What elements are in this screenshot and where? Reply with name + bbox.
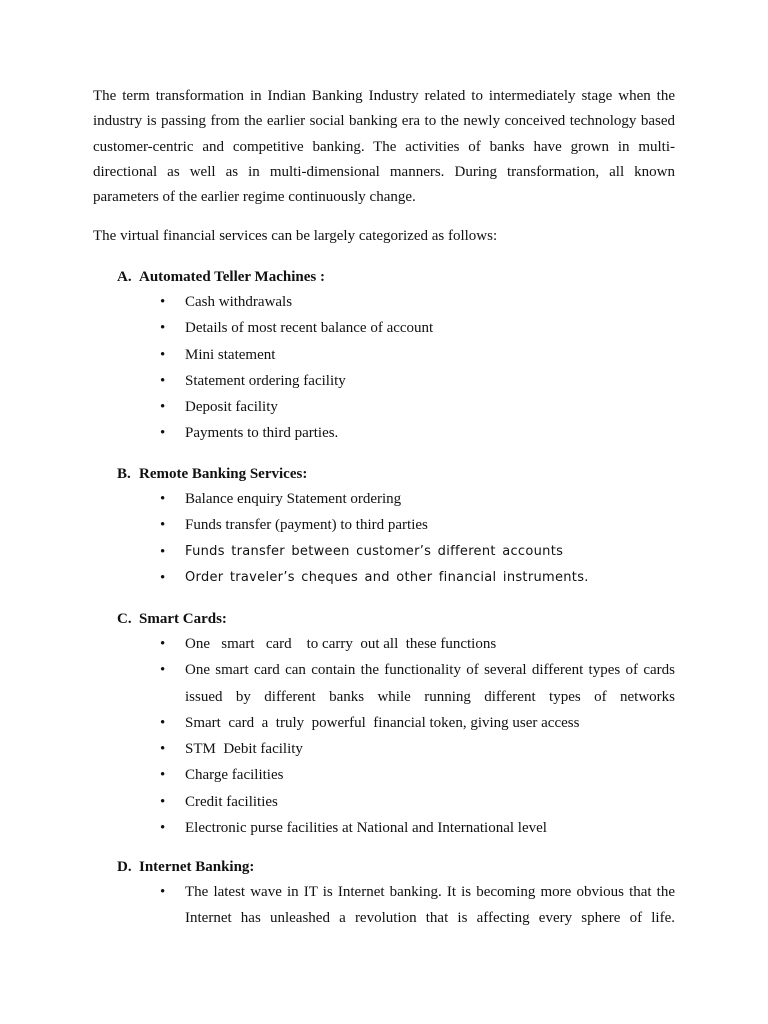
intro-paragraph: The term transformation in Indian Banking Industry related to intermediately stage when the industry is passing from the earlier social banking era to the newly conceived technology based customer-centric and competitive banking. The activities of banks have grown in multi-directional as well as in multi-dimensional manners. During transformation, all known parameters of the earlier regime continuously change. xyxy=(93,88,675,206)
list-item-text: STM Debit facility xyxy=(185,741,303,758)
bullet-list xyxy=(0,631,768,841)
list-item xyxy=(0,789,675,815)
bullet-icon: • xyxy=(160,517,166,534)
list-item-text: Deposit facility xyxy=(185,399,278,416)
bullet-icon: • xyxy=(160,662,166,679)
list-item xyxy=(0,657,675,710)
list-item-text: One smart card can contain the functionality of several different types of cards issued by different banks while running different types of networks xyxy=(185,662,675,705)
list-item-text: Mini statement xyxy=(185,346,276,363)
list-item-text: Funds transfer between customer’s different accounts xyxy=(185,543,564,559)
list-item-text: Payments to third parties. xyxy=(185,425,339,442)
list-item-text: Electronic purse facilities at National and International level xyxy=(185,820,547,837)
section-letter: A. xyxy=(117,269,132,285)
section-heading xyxy=(117,267,325,287)
list-item xyxy=(0,631,675,657)
list-item-text: Credit facilities xyxy=(185,793,278,810)
list-item xyxy=(0,289,675,315)
bullet-icon: • xyxy=(160,320,166,337)
section-title: Automated Teller Machines : xyxy=(139,269,325,285)
bullet-icon: • xyxy=(160,399,166,416)
bullet-icon: • xyxy=(160,346,166,363)
bullet-icon: • xyxy=(160,767,166,784)
list-item xyxy=(0,710,675,736)
bullet-icon: • xyxy=(160,741,166,758)
bullet-icon: • xyxy=(160,491,166,507)
list-item-text: Cash withdrawals xyxy=(185,294,293,310)
bullet-icon: • xyxy=(160,636,166,652)
bullet-icon: • xyxy=(160,820,166,837)
list-item-text: The latest wave in IT is Internet banking. It is becoming more obvious that the Internet has unleashed a revolution that is affecting every sphere of life. xyxy=(185,884,675,927)
list-item-text: Charge facilities xyxy=(185,767,284,784)
list-item-text: Balance enquiry Statement ordering xyxy=(185,491,402,507)
bullet-icon: • xyxy=(160,294,166,310)
bullet-list xyxy=(0,486,768,591)
list-item xyxy=(0,420,675,446)
list-item-text: Details of most recent balance of account xyxy=(185,320,434,337)
list-item xyxy=(0,736,675,762)
section-heading xyxy=(117,857,254,877)
list-item xyxy=(0,368,675,394)
bullet-icon: • xyxy=(160,543,166,560)
list-item xyxy=(0,815,675,841)
list-item xyxy=(0,342,675,368)
bullet-icon: • xyxy=(160,714,166,731)
list-item xyxy=(0,512,675,538)
list-item-text: Smart card a truly powerful financial token, giving user access xyxy=(185,714,580,731)
bullet-icon: • xyxy=(160,425,166,442)
list-item xyxy=(0,539,675,565)
list-item xyxy=(0,565,675,591)
list-item xyxy=(0,315,675,341)
bullet-icon: • xyxy=(160,569,166,586)
list-item-text: Statement ordering facility xyxy=(185,372,346,389)
list-item xyxy=(0,486,675,512)
section-letter: D. xyxy=(117,859,132,875)
section-title: Smart Cards: xyxy=(139,611,227,627)
list-item xyxy=(0,394,675,420)
section-heading xyxy=(117,609,227,629)
list-item xyxy=(0,879,675,932)
list-item-text: Funds transfer (payment) to third parties xyxy=(185,517,428,534)
bullet-icon: • xyxy=(160,793,166,810)
section-title: Internet Banking: xyxy=(139,859,255,875)
section-letter: B. xyxy=(117,466,131,482)
bullet-list xyxy=(0,289,768,447)
list-item-text: One smart card to carry out all these functions xyxy=(185,636,497,652)
section-letter: C. xyxy=(117,611,132,627)
list-item xyxy=(0,762,675,788)
list-item-text: Order traveler’s cheques and other financial instruments. xyxy=(185,569,589,585)
bullet-icon: • xyxy=(160,372,166,389)
categories-lead-sentence: The virtual financial services can be largely categorized as follows: xyxy=(93,228,498,244)
section-title: Remote Banking Services: xyxy=(139,466,308,482)
section-heading xyxy=(117,464,307,484)
bullet-icon: • xyxy=(160,884,166,900)
bullet-list xyxy=(0,879,768,932)
